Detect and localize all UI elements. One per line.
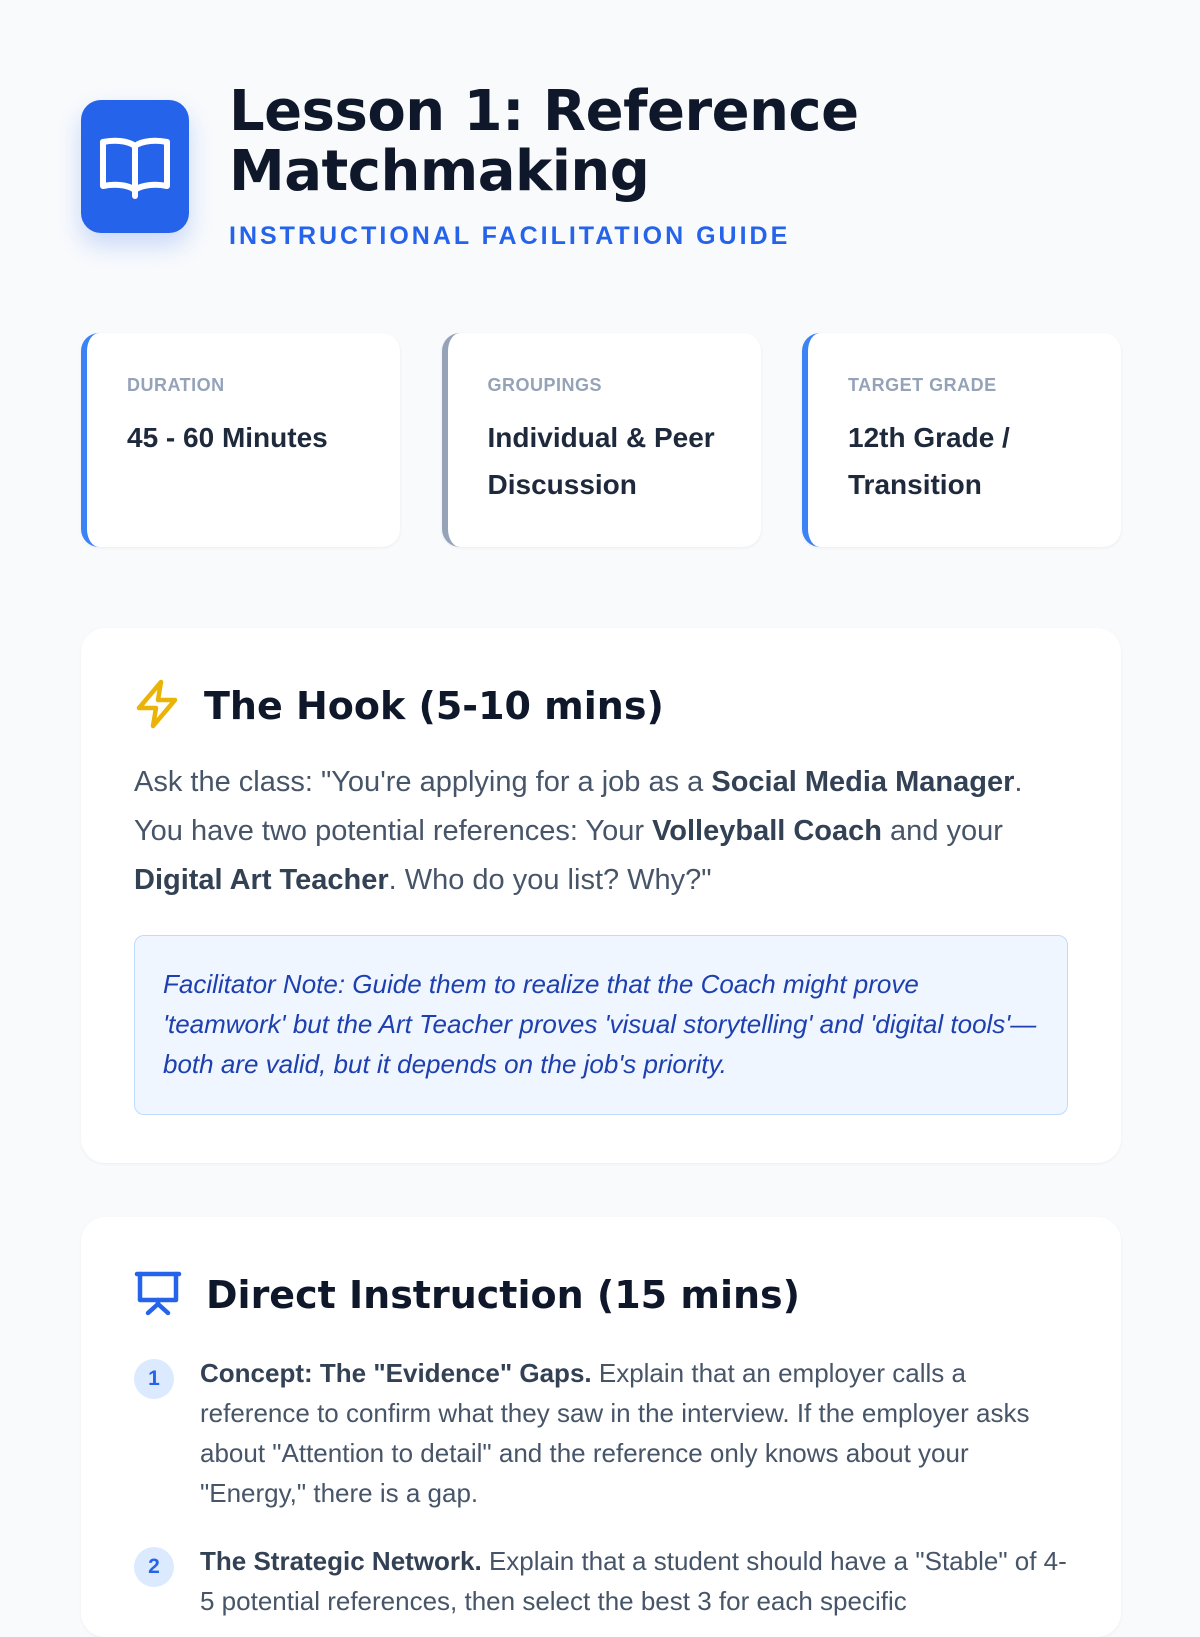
emphasis-text: Volleyball Coach xyxy=(652,815,882,847)
emphasis-text: Social Media Manager xyxy=(711,766,1015,798)
stat-label: GROUPINGS xyxy=(487,375,603,395)
page-title: Lesson 1: Reference Matchmaking xyxy=(229,79,859,204)
text-segment: . You have two potential references: Your xyxy=(134,766,1023,847)
open-book-icon xyxy=(81,100,189,233)
list-item xyxy=(134,1541,1068,1621)
hook-prompt xyxy=(134,758,1068,905)
step-heading: Concept: The "Evidence" Gaps. xyxy=(200,1358,592,1388)
page-subtitle: INSTRUCTIONAL FACILITATION GUIDE xyxy=(229,222,791,250)
step-heading: The Strategic Network. xyxy=(200,1546,482,1576)
presentation-board-icon xyxy=(134,1270,182,1321)
step-body: Explain that a student should have a "Stable" of 4-5 potential references, then select the best 3 for each specific xyxy=(200,1546,1067,1616)
text-segment: and your xyxy=(882,815,1003,847)
section-title: Direct Instruction (15 mins) xyxy=(206,1273,801,1317)
list-item xyxy=(134,1353,1068,1513)
stat-value: 45 - 60 Minutes xyxy=(127,422,328,453)
title-block xyxy=(229,79,1121,251)
stat-value: Individual & Peer Discussion xyxy=(487,422,715,500)
lightning-bolt-icon xyxy=(134,679,180,734)
step-number: 1 xyxy=(134,1359,174,1399)
section-header xyxy=(134,678,1068,734)
step-number: 2 xyxy=(134,1547,174,1587)
direct-instruction-section xyxy=(81,1217,1121,1637)
stat-card-target-grade xyxy=(802,333,1121,547)
hook-section xyxy=(81,628,1121,1163)
stat-label: TARGET GRADE xyxy=(848,375,997,395)
step-text xyxy=(200,1541,1068,1621)
section-header xyxy=(134,1267,1068,1323)
page-header xyxy=(81,79,1121,251)
emphasis-text: Digital Art Teacher xyxy=(134,864,389,896)
text-segment: Ask the class: "You're applying for a job as a xyxy=(134,766,712,798)
stat-value: 12th Grade / Transition xyxy=(848,422,1010,500)
stat-card-duration xyxy=(81,333,400,547)
step-body: Explain that an employer calls a reference to confirm what they saw in the interview. If the employer asks about "Attention to detail" and the reference only knows about your "Energy," there is a gap. xyxy=(200,1358,1030,1508)
section-title: The Hook (5-10 mins) xyxy=(204,684,664,728)
text-segment: . Who do you list? Why?" xyxy=(388,864,712,896)
instruction-steps xyxy=(134,1353,1068,1621)
stat-card-groupings xyxy=(442,333,761,547)
stat-label: DURATION xyxy=(127,375,225,395)
stats-row xyxy=(81,333,1121,547)
facilitator-note: Facilitator Note: Guide them to realize that the Coach might prove 'teamwork' but the Art Teacher proves 'visual storytelling' and 'digital tools'—both are valid, but it depends on the job's priority. xyxy=(134,935,1068,1115)
step-text xyxy=(200,1353,1068,1513)
